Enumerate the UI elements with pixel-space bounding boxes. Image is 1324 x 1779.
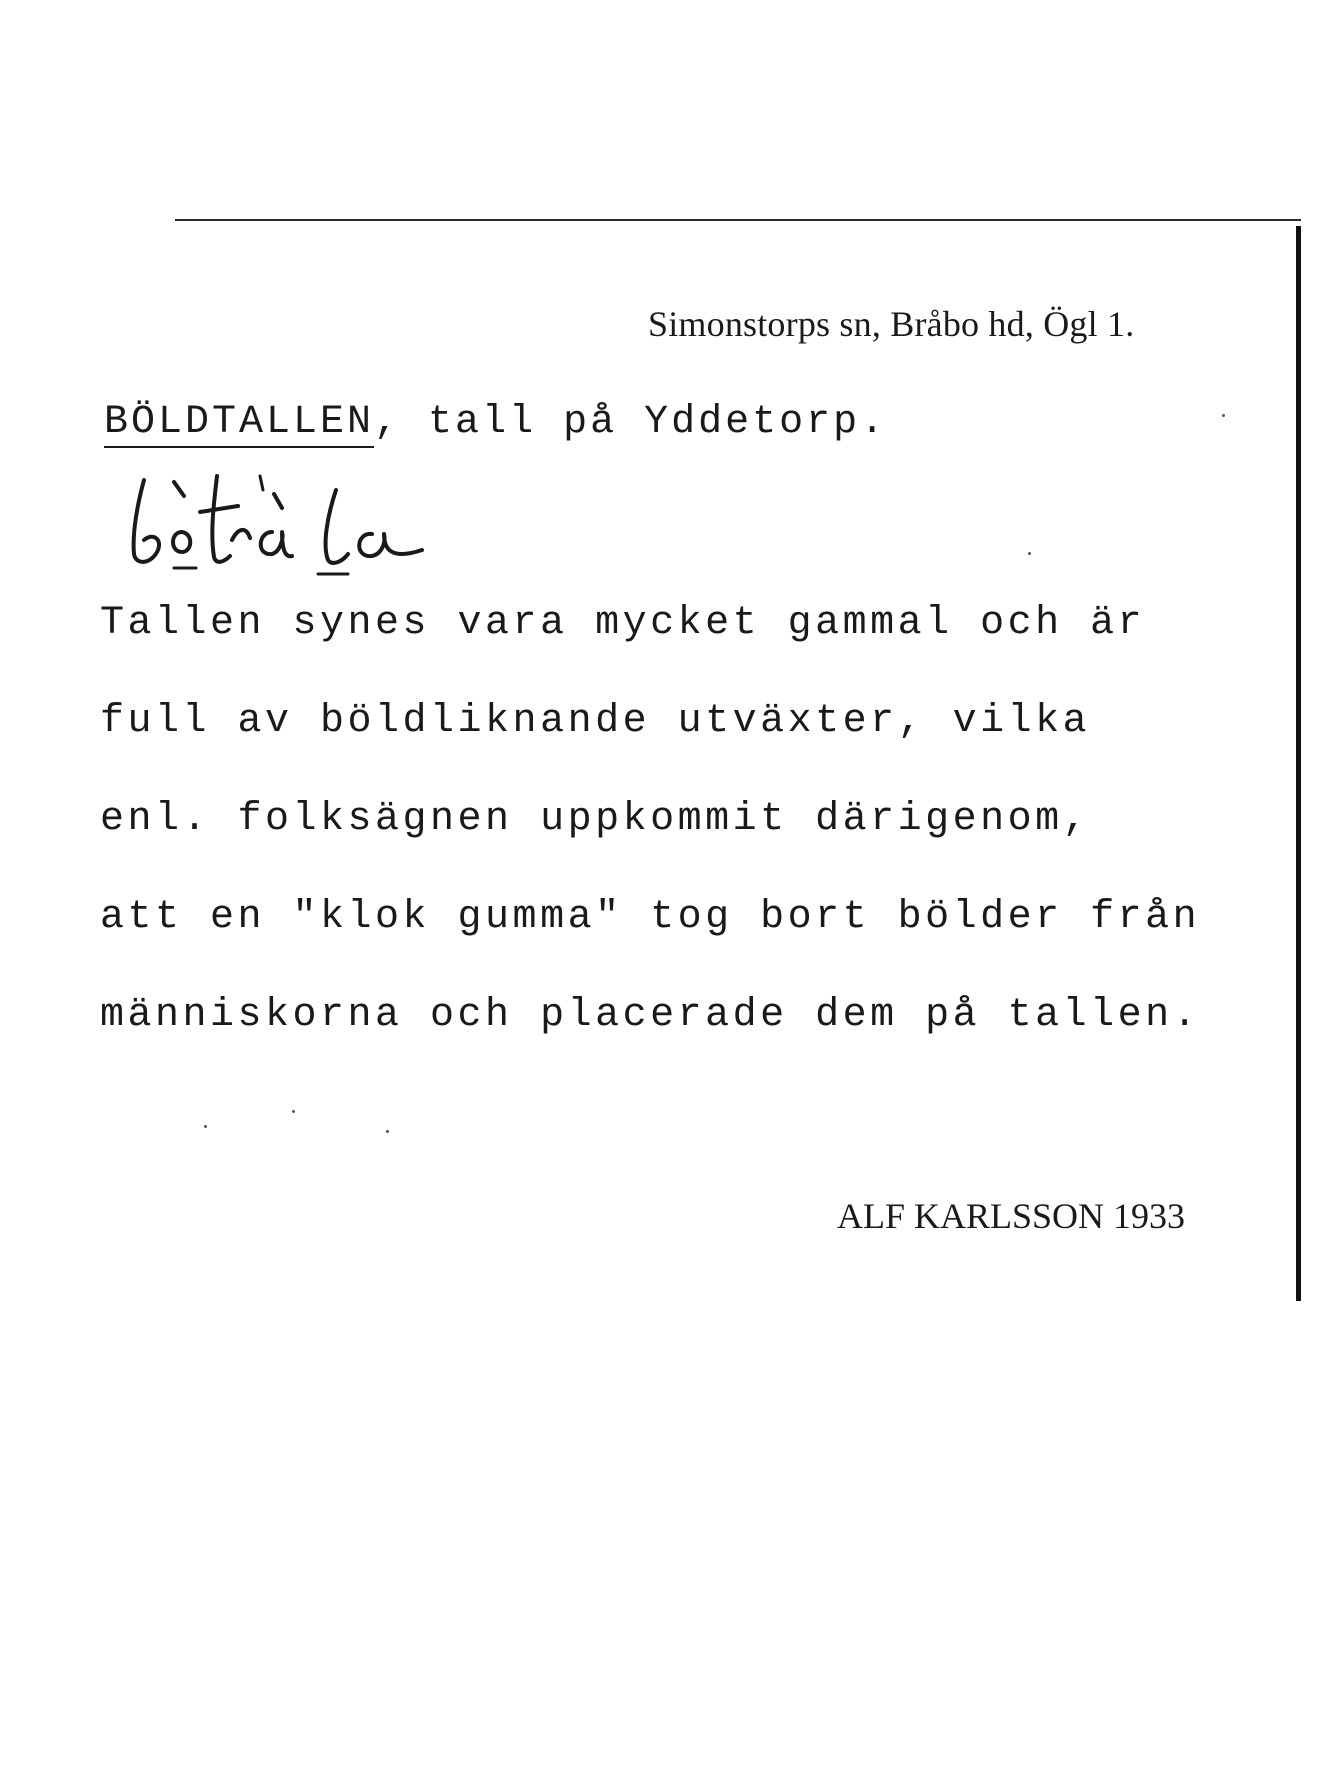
signature: ALF KARLSSON 1933 (837, 1196, 1186, 1236)
headline (104, 400, 887, 448)
body-line: full av böldliknande utväxter, vilka (100, 699, 1091, 744)
scan-speck (1222, 414, 1225, 417)
scan-speck (292, 1110, 295, 1113)
scan-speck (204, 1125, 207, 1128)
scan-speck (386, 1130, 389, 1133)
headline-rest: , tall på Yddetorp. (374, 400, 888, 445)
card-top-edge (175, 219, 1301, 221)
location-header: Simonstorps sn, Bråbo hd, Ögl 1. (648, 304, 1135, 344)
headword: BÖLDTALLEN (104, 400, 374, 448)
body-line: enl. folksägnen uppkommit därigenom, (100, 797, 1091, 842)
handwritten-pronunciation (122, 462, 502, 587)
scan-speck (1028, 552, 1031, 555)
handwriting-drawing (122, 462, 502, 587)
body-line: att en "klok gumma" tog bort bölder från (100, 895, 1201, 940)
body-line: Tallen synes vara mycket gammal och är (100, 601, 1146, 646)
card-body (100, 594, 1310, 1084)
body-line: människorna och placerade dem på tallen. (100, 993, 1201, 1038)
